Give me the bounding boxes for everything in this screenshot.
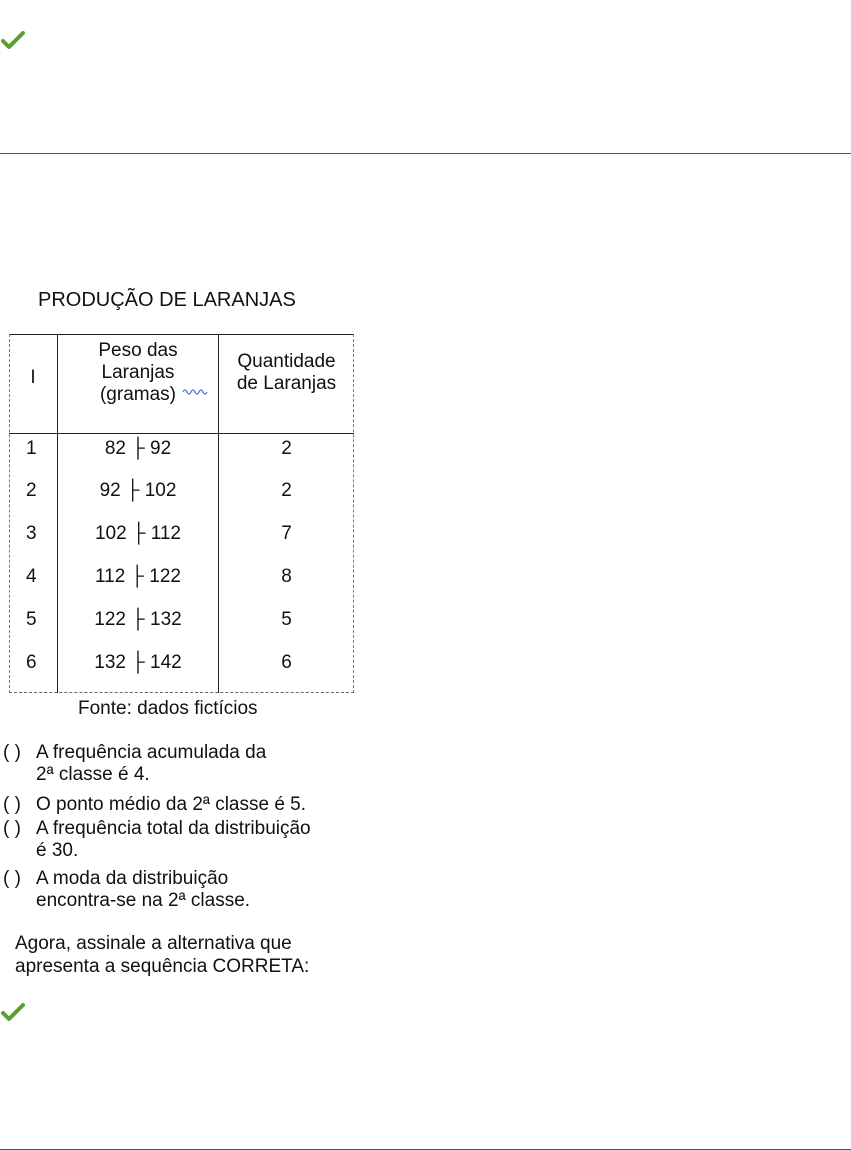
- check-icon: [1, 1002, 25, 1022]
- row-3-qty: 7: [281, 523, 292, 544]
- row-3-index: 3: [26, 523, 37, 544]
- statement-1-line1: A frequência acumulada da: [36, 742, 267, 763]
- statement-3-line2: é 30.: [36, 840, 79, 861]
- row-5-index: 5: [26, 609, 37, 630]
- statement-3-line1: A frequência total da distribuição: [36, 818, 311, 839]
- statement-4-paren: ( ): [3, 868, 21, 889]
- statement-2: [3, 794, 306, 816]
- row-4-index: 4: [26, 566, 37, 587]
- row-4-qty: 8: [281, 566, 292, 587]
- statement-4-line2: encontra-se na 2ª classe.: [36, 890, 251, 911]
- row-5-weight: 122 ├ 132: [94, 609, 182, 630]
- row-4-weight: 112 ├ 122: [94, 566, 181, 587]
- table-title: PRODUÇÃO DE LARANJAS: [38, 289, 296, 311]
- row-2-qty: 2: [281, 480, 292, 501]
- row-6-index: 6: [26, 652, 37, 673]
- row-5-qty: 5: [281, 609, 292, 630]
- statement-2-paren: ( ): [3, 794, 21, 815]
- header-weight: Peso das Laranjas (gramas): [98, 340, 178, 405]
- check-icon: [1, 30, 25, 50]
- row-1-qty: 2: [281, 438, 292, 459]
- row-2-weight: 92 ├ 102: [99, 480, 177, 501]
- section-divider: [0, 153, 851, 154]
- row-1-weight: 82 ├ 92: [104, 438, 172, 459]
- spellcheck-squiggle-icon: [182, 386, 208, 396]
- header-quantity: Quantidade de Laranjas: [236, 351, 337, 394]
- header-index: I: [30, 367, 36, 388]
- question-prompt: Agora, assinale a alternativa que apresenta a sequência CORRETA:: [15, 933, 310, 977]
- row-1-index: 1: [26, 438, 37, 459]
- statement-4-line1: A moda da distribuição: [36, 868, 229, 889]
- statement-3-paren: ( ): [3, 818, 21, 839]
- statement-1-line2: 2ª classe é 4.: [36, 764, 150, 785]
- statement-1-paren: ( ): [3, 742, 21, 763]
- row-2-index: 2: [26, 480, 37, 501]
- row-6-weight: 132 ├ 142: [94, 652, 182, 673]
- row-6-qty: 6: [281, 652, 292, 673]
- statement-2-line1: O ponto médio da 2ª classe é 5.: [36, 794, 307, 815]
- statement-1: [3, 742, 266, 786]
- statement-3: [3, 818, 311, 862]
- production-table: [9, 334, 354, 693]
- statement-4: [3, 868, 250, 912]
- row-3-weight: 102 ├ 112: [94, 523, 181, 544]
- table-source: Fonte: dados fictícios: [78, 698, 258, 719]
